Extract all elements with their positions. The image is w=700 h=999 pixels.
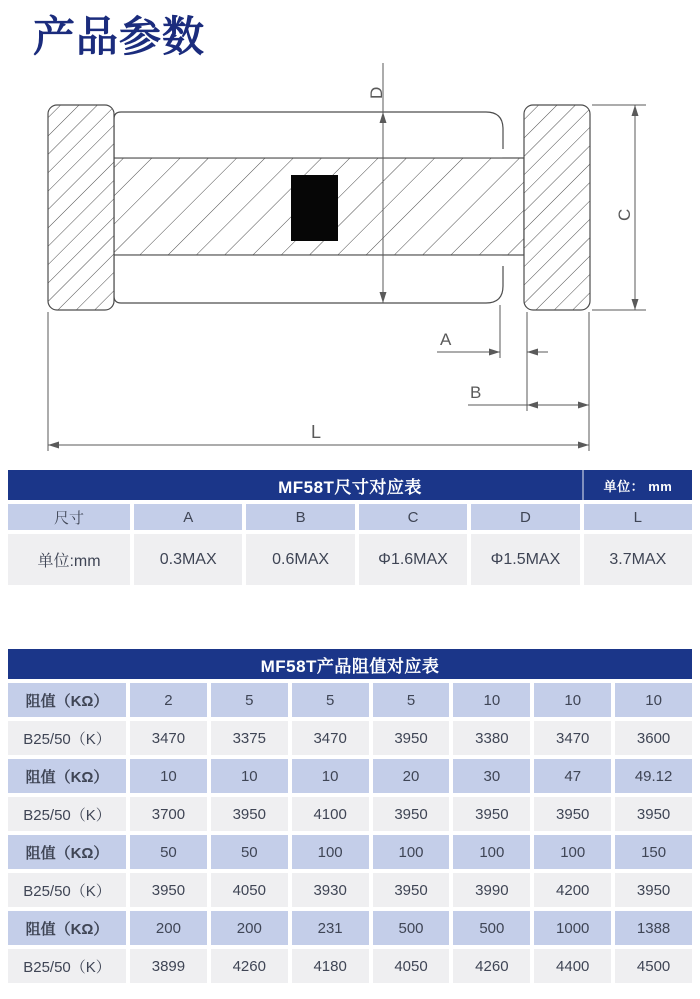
column-header: L [584, 504, 692, 530]
table-cell: 3950 [615, 873, 692, 907]
table-cell: 4200 [534, 873, 611, 907]
table-cell: 200 [130, 911, 207, 945]
size-table-title: MF58T尺寸对应表 [278, 477, 422, 497]
table-cell: 500 [453, 911, 530, 945]
table-cell: 100 [453, 835, 530, 869]
row-label: B25/50（K） [8, 949, 126, 983]
column-header: B [246, 504, 354, 530]
b-constant-row [8, 949, 692, 983]
table-cell: 3950 [615, 797, 692, 831]
left-cap [48, 105, 114, 310]
table-cell: 4050 [211, 873, 288, 907]
dim-label-c: C [615, 208, 634, 221]
table-cell: 4260 [453, 949, 530, 983]
table-cell: 10 [615, 683, 692, 717]
table-cell: 3.7MAX [584, 534, 692, 585]
table-cell: 231 [292, 911, 369, 945]
table-cell: 20 [373, 759, 450, 793]
table-cell: 3470 [292, 721, 369, 755]
table-cell: 4100 [292, 797, 369, 831]
table-cell: 3700 [130, 797, 207, 831]
dim-label-d: D [367, 86, 386, 99]
table-cell: 4400 [534, 949, 611, 983]
row-label: B25/50（K） [8, 873, 126, 907]
row-label: 阻值（KΩ） [8, 759, 126, 793]
table-cell: 200 [211, 911, 288, 945]
table-cell: 3990 [453, 873, 530, 907]
b-constant-row [8, 797, 692, 831]
table-cell: 1388 [615, 911, 692, 945]
table-cell: 5 [292, 683, 369, 717]
table-cell: 50 [211, 835, 288, 869]
table-cell: 30 [453, 759, 530, 793]
table-cell: 2 [130, 683, 207, 717]
table-cell: 3930 [292, 873, 369, 907]
dim-label-l: L [311, 422, 322, 442]
resistance-row [8, 759, 692, 793]
table-cell: 4180 [292, 949, 369, 983]
table-cell: 100 [534, 835, 611, 869]
page-title: 产品参数 [33, 13, 206, 60]
right-cap [524, 105, 590, 310]
table-cell: 49.12 [615, 759, 692, 793]
size-table-unit-note: 单位： mm [582, 470, 692, 500]
thermistor-chip [291, 175, 338, 241]
table-cell: 50 [130, 835, 207, 869]
b-constant-row [8, 721, 692, 755]
row-label: B25/50（K） [8, 721, 126, 755]
table-cell: 1000 [534, 911, 611, 945]
table-cell: 10 [211, 759, 288, 793]
table-cell: 4260 [211, 949, 288, 983]
dim-label-b: B [470, 383, 482, 402]
table-cell: 3950 [453, 797, 530, 831]
resistance-table-header-bar [8, 649, 692, 679]
table-cell: 150 [615, 835, 692, 869]
thermistor-diagram [0, 55, 700, 465]
table-cell: 10 [130, 759, 207, 793]
table-cell: 3950 [130, 873, 207, 907]
row-label: 阻值（KΩ） [8, 683, 126, 717]
table-cell: 3470 [534, 721, 611, 755]
glass-bottom-fill [115, 256, 503, 300]
table-cell: Φ1.5MAX [471, 534, 579, 585]
table-cell: 3950 [534, 797, 611, 831]
row-label: 阻值（KΩ） [8, 835, 126, 869]
table-cell: 0.3MAX [134, 534, 242, 585]
size-table [8, 470, 692, 585]
table-cell: Φ1.6MAX [359, 534, 467, 585]
table-cell: 3375 [211, 721, 288, 755]
table-cell: 47 [534, 759, 611, 793]
resistance-row [8, 683, 692, 717]
table-cell: 5 [211, 683, 288, 717]
table-cell: 0.6MAX [246, 534, 354, 585]
size-table-header-bar [8, 470, 692, 500]
table-cell: 3950 [373, 797, 450, 831]
resistance-row [8, 911, 692, 945]
row-label: 单位:mm [8, 534, 130, 585]
glass-top-fill [115, 113, 503, 158]
b-constant-row [8, 873, 692, 907]
table-cell: 3380 [453, 721, 530, 755]
row-label: B25/50（K） [8, 797, 126, 831]
table-cell: 500 [373, 911, 450, 945]
table-cell: 100 [373, 835, 450, 869]
table-cell: 3950 [373, 721, 450, 755]
resistance-row [8, 835, 692, 869]
resistance-table [8, 649, 692, 983]
column-header: D [471, 504, 579, 530]
table-cell: 100 [292, 835, 369, 869]
column-header: 尺寸 [8, 504, 130, 530]
size-table-data-row [8, 534, 692, 585]
table-cell: 3950 [373, 873, 450, 907]
table-cell: 10 [534, 683, 611, 717]
resistance-table-title: MF58T产品阻值对应表 [260, 656, 440, 676]
table-cell: 3950 [211, 797, 288, 831]
column-header: C [359, 504, 467, 530]
thermistor-drawing-svg [0, 55, 700, 465]
row-label: 阻值（KΩ） [8, 911, 126, 945]
table-cell: 10 [292, 759, 369, 793]
table-cell: 10 [453, 683, 530, 717]
table-cell: 3470 [130, 721, 207, 755]
size-table-column-header-row [8, 504, 692, 530]
table-cell: 5 [373, 683, 450, 717]
column-header: A [134, 504, 242, 530]
table-cell: 4050 [373, 949, 450, 983]
dim-label-a: A [440, 330, 452, 349]
table-cell: 3899 [130, 949, 207, 983]
table-cell: 3600 [615, 721, 692, 755]
table-cell: 4500 [615, 949, 692, 983]
